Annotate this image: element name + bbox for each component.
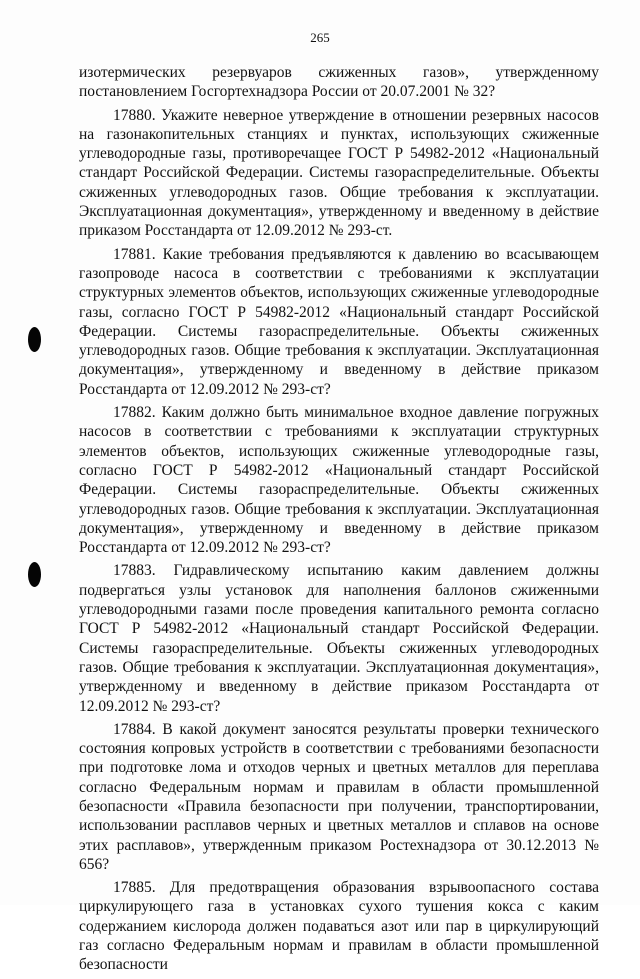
paragraph-continuation: изотермических резервуаров сжиженных газов», утвержденному постановлением Госгортехнадзора России от 20.07.2001 № 32?	[79, 64, 599, 101]
document-body	[79, 63, 599, 979]
question-17883: 17883. Гидравлическому испытанию каким давлением должны подвергаться узлы установок для наполнения баллонов сжиженными углеводородными газами после проведения капитального ремонта согласно ГОСТ Р 54982-2012 «Национальный стандарт Российской Федерации. Системы газораспределительные. Объекты сжиженных углеводородных газов. Общие требования к эксплуатации. Эксплуатационная документация», утвержденному и введенному в действие приказом Росстандарта от 12.09.2012 № 293-ст?	[79, 562, 599, 715]
question-17884: 17884. В какой документ заносятся результаты проверки технического состояния копровых устройств в соответствии с требованиями безопасности при подготовке лома и отходов черных и цветных металлов для переплава согласно Федеральным нормам и правилам в области промышленной безопасности «Правила безопасности при получении, транспортировании, использовании расплавов черных и цветных металлов и сплавов на основе этих расплавов», утвержденным приказом Ростехнадзора от 30.12.2013 № 656?	[79, 720, 599, 873]
question-17881: 17881. Какие требования предъявляются к давлению во всасывающем газопроводе насоса в соответствии с требованиями к эксплуатации структурных элементов объектов, использующих сжиженные углеводородные газы, согласно ГОСТ Р 54982-2012 «Национальный стандарт Российской Федерации. Системы газораспределительные. Объекты сжиженных углеводородных газов. Общие требования к эксплуатации. Эксплуатационная документация», утвержденному и введенному в действие приказом Росстандарта от 12.09.2012 № 293-ст?	[79, 245, 599, 398]
question-17880: 17880. Укажите неверное утверждение в отношении резервных насосов на газонакопительных станциях и пунктах, использующих сжиженные углеводородные газы, противоречащее ГОСТ Р 54982-2012 «Национальный стандарт Российской Федерации. Системы газораспределительные. Объекты сжиженных углеводородных газов. Общие требования к эксплуатации. Эксплуатационная документация», утвержденному и введенному в действие приказом Росстандарта от 12.09.2012 № 293-ст.	[79, 106, 599, 240]
question-17885: 17885. Для предотвращения образования взрывоопасного состава циркулирующего газа в установках сухого тушения кокса с каким содержанием кислорода должен подаваться азот или пар в циркулирующий газ согласно Федеральным нормам и правилам в области промышленной безопасности	[79, 879, 599, 974]
punch-hole-mark	[28, 327, 41, 352]
question-17882: 17882. Каким должно быть минимальное входное давление погружных насосов в соответствии с требованиями к эксплуатации структурных элементов объектов, использующих сжиженные углеводородные газы, согласно ГОСТ Р 54982-2012 «Национальный стандарт Российской Федерации. Системы газораспределительные. Объекты сжиженных углеводородных газов. Общие требования к эксплуатации. Эксплуатационная документация», утвержденному и введенному в действие приказом Росстандарта от 12.09.2012 № 293-ст?	[79, 404, 599, 557]
punch-hole-mark	[28, 562, 41, 587]
page-number: 265	[310, 30, 330, 45]
